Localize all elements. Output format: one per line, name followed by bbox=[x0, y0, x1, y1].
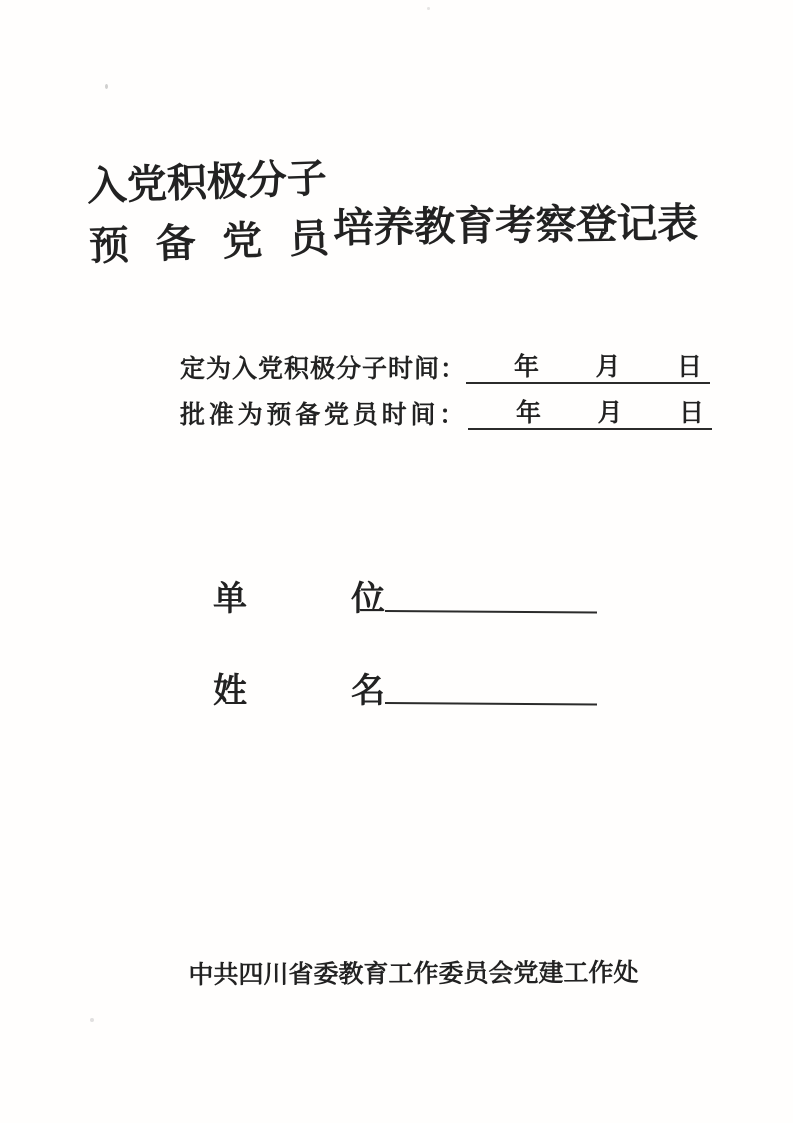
name-field-row bbox=[213, 670, 597, 712]
title-char: 预 bbox=[88, 221, 130, 270]
name-field-label bbox=[213, 670, 385, 712]
unit-field-row bbox=[213, 578, 597, 620]
title-char: 员 bbox=[288, 214, 330, 263]
form-title-block bbox=[86, 154, 698, 270]
activist-date-fill-line bbox=[466, 352, 710, 384]
probationary-date-fill-line bbox=[468, 398, 712, 430]
month-label: 月 bbox=[595, 352, 621, 381]
activist-date-row bbox=[180, 354, 712, 384]
name-char-2: 名 bbox=[351, 671, 385, 711]
scan-speck bbox=[105, 84, 108, 89]
title-char: 党 bbox=[221, 216, 264, 266]
activist-date-label: 定为入党积极分子时间： bbox=[180, 354, 467, 383]
identity-fields bbox=[213, 578, 597, 762]
scan-speck bbox=[90, 1018, 94, 1022]
issuing-organization: 中共四川省委教育工作委员会党建工作处 bbox=[188, 957, 639, 990]
probationary-date-row bbox=[180, 400, 712, 430]
title-left-column bbox=[86, 154, 330, 270]
name-fill-line bbox=[385, 702, 597, 705]
day-label: 日 bbox=[676, 352, 702, 381]
unit-char-2: 位 bbox=[351, 579, 385, 619]
day-label: 日 bbox=[678, 398, 704, 427]
title-line-activist: 入党积极分子 bbox=[86, 154, 328, 211]
month-label: 月 bbox=[597, 398, 623, 427]
year-label: 年 bbox=[516, 398, 542, 427]
title-char: 备 bbox=[154, 219, 197, 268]
year-label: 年 bbox=[514, 352, 540, 381]
unit-char-1: 单 bbox=[213, 579, 247, 619]
name-char-1: 姓 bbox=[213, 671, 247, 711]
unit-field-label bbox=[213, 578, 385, 620]
probationary-date-label: 批准为预备党员时间： bbox=[180, 400, 469, 429]
unit-fill-line bbox=[385, 610, 597, 613]
scan-speck bbox=[427, 7, 430, 10]
title-line-probationary bbox=[88, 214, 330, 270]
date-section bbox=[180, 354, 712, 446]
title-registration-form: 培养教育考察登记表 bbox=[332, 198, 698, 252]
